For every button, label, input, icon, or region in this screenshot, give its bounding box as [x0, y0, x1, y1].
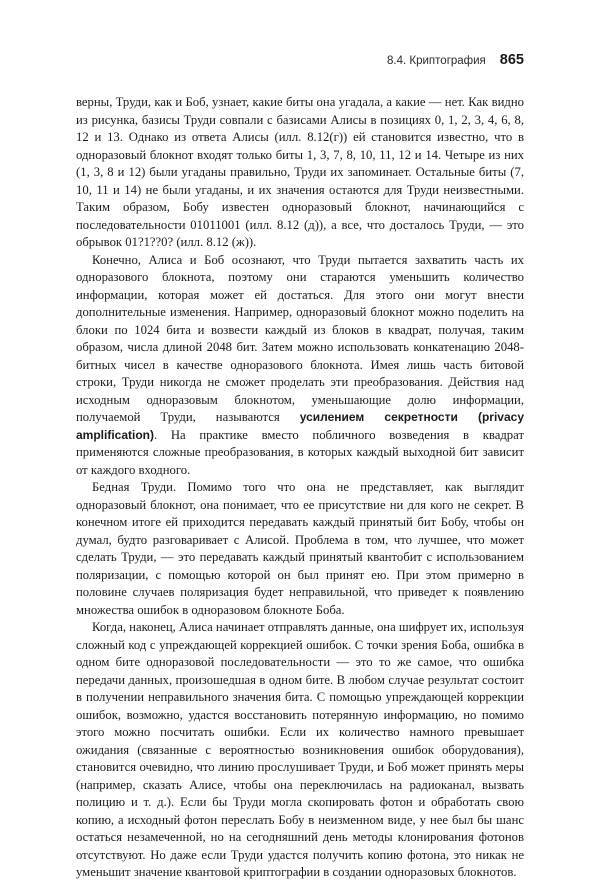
paragraph-4: Когда, наконец, Алиса начинает отправлять данные, она шифрует их, используя сложный код с упреждающей коррекцией ошибок. С точки зрения Боба, ошибка в одном бите одноразовой последовательности — это то же самое, что ошибка передачи данных, произошедшая в одном бите. В любом случае результат состоит в получении неправильного значения бита. С помощью упреждающей коррекции ошибок, возможно, удастся восстановить потерянную информацию, но помимо этого можно посчитать ошибки. Если их количество намного превышает ожидания (связанные с вероятностью возникновения ошибок оборудования), становится очевидно, что линию прослушивает Труди, и Боб может принять меры (например, сказать Алисе, чтобы она переключилась на радиоканал, вызвать полицию и т. д.). Если бы Труди могла скопировать фотон и обработать свою копию, а исходный фотон переслать Бобу в неизменном виде, у нее был бы шанс остаться незамеченной, но на сегодняшний день методы клонирования фотонов отсутствуют. Но даже если Труди удастся получить копию фотона, это никак не уменьшит значение квантовой криптографии в создании одноразовых блокнотов. [76, 620, 524, 879]
paragraph-2-text-start: Конечно, Алиса и Боб осознают, что Труди пытается захватить часть их одноразового блокнота, поэтому они стараются уменьшить количество информации, которая может ей достаться. Для этого они могут внести дополнительные изменения. Например, одноразовый блокнот можно поделить на блоки по 1024 бита и возвести каждый из блоков в квадрат, получая, таким образом, числа длиной 2048 бит. Затем можно использовать конкатенацию 2048-битных чисел в качестве одноразового блокнота. Имея лишь часть битовой строки, Труди никогда не сможет проделать эти преобразования. Действия над исходным одноразовым блокнотом, уменьшающие долю информации, получаемой Труди, называются [76, 252, 524, 424]
page-number: 865 [499, 52, 524, 68]
section-title: 8.4. Криптография [387, 55, 486, 67]
privacy-amplification-term: усилением секретности (privacy amplification) [76, 410, 524, 442]
paragraph-2 [76, 252, 524, 480]
body-text [76, 94, 524, 882]
running-header [387, 52, 524, 68]
paragraph-3: Бедная Труди. Помимо того что она не представляет, как выглядит одноразовый блокнот, она понимает, что ее присутствие ни для кого не секрет. В конечном итоге ей приходится передавать каждый принятый бит Бобу, чтобы он думал, будто разговаривает с Алисой. Проблема в том, что лучшее, что может сделать Труди, — это передавать каждый принятый квантобит с использованием поляризации, с помощью которой он был принят ею. При этом примерно в половине случаев поляризация будет неправильной, что приведет к появлению множества ошибок в одноразовом блокноте Боба. [76, 480, 524, 617]
paragraph-1: верны, Труди, как и Боб, узнает, какие биты она угадала, а какие — нет. Как видно из рисунка, базисы Труди совпали с базисами Алисы в позициях 0, 1, 2, 3, 4, 6, 8, 12 и 13. Однако из ответа Алисы (илл. 8.12(г)) ей становится известно, что в одноразовый блокнот входят только биты 1, 3, 7, 8, 10, 11, 12 и 14. Четыре из них (1, 3, 8 и 12) были угаданы правильно, Труди их запоминает. Остальные биты (7, 10, 11 и 14) не были угаданы, и их значения остаются для Труди неизвестными. Таким образом, Бобу известен одноразовый блокнот, начинающийся с последовательности 01011001 (илл. 8.12 (д)), а все, что досталось Труди, — это обрывок 01?1??0? (илл. 8.12 (ж)). [76, 95, 524, 249]
paragraph-2-text-end: . На практике вместо побличного возведения в квадрат применяются сложные преобразования, в которых каждый выходной бит зависит от каждого входного. [76, 427, 524, 477]
